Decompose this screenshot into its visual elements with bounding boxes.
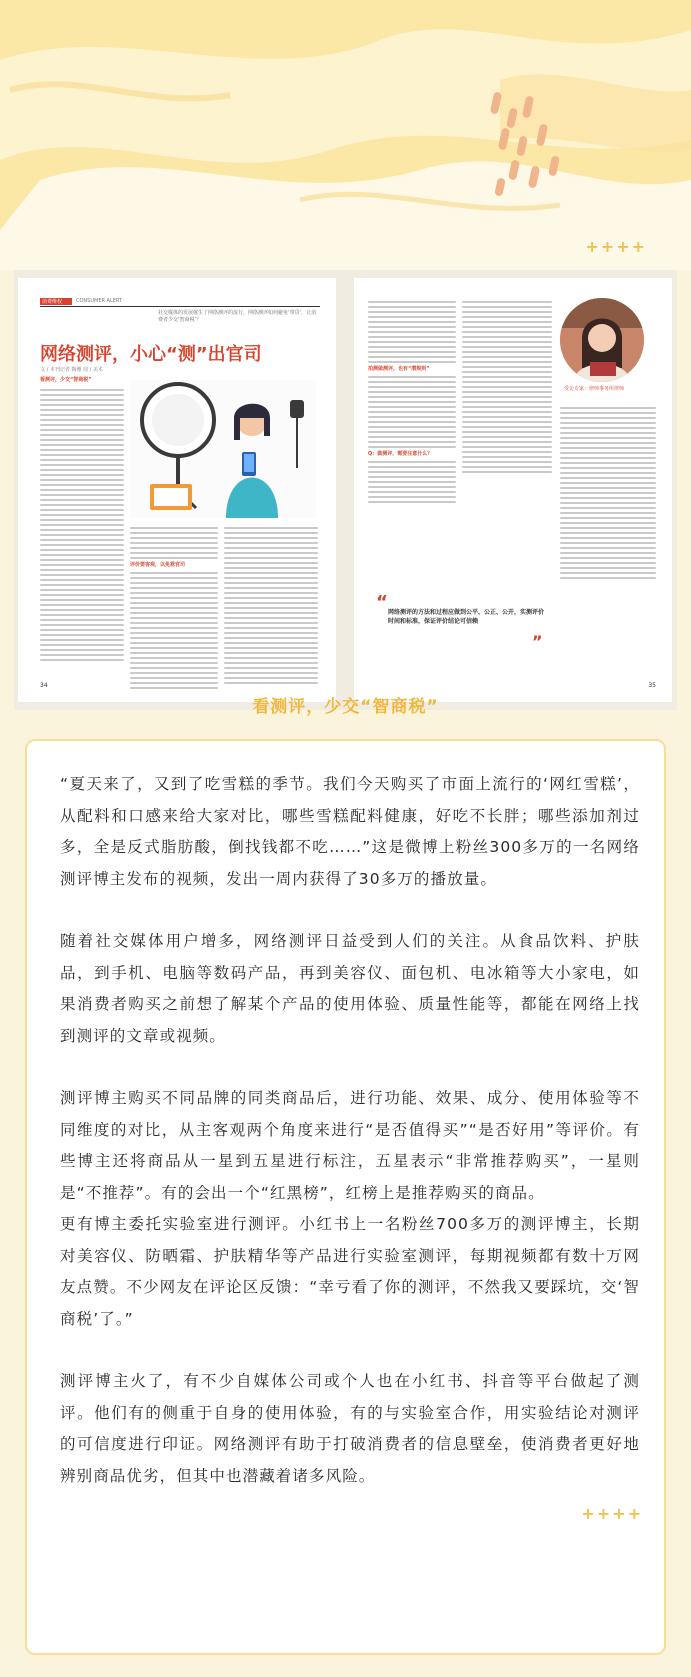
header-banner [0,0,691,270]
left-subhead: 评价要客观，以免惹官司 [130,562,186,568]
plus-decoration-top: ++++ [585,237,647,256]
column-tag-label: 消费维权 [42,299,63,305]
paragraph-1: “夏天来了，又到了吃雪糕的季节。我们今天购买了市面上流行的‘网红雪糕’，从配料和口感来给大家对比，哪些雪糕配料健康，好吃不长胖；哪些添加剂过多，全是反式脂肪酸，倒找钱都不吃……”这是微博上粉丝300多万的一名网络测评博主发布的视频，发出一周内获得了30多万的播放量。 [60,775,640,888]
text-column-1 [40,386,124,664]
portrait-photo [560,298,644,382]
quote-open-mark: “ [376,592,388,613]
page-number-left: 34 [40,682,48,689]
text-column-3 [224,524,318,687]
quote-close-mark: ” [532,632,543,651]
header-rule [40,306,320,307]
pull-quote-text: 网络测评的方法和过程应做到公平、公正、公开，实测评价时间和标准，保证评价结论可信赖 [388,609,545,625]
phone-review-illustration [130,380,316,518]
portrait-caption: 受访专家：律师事务所律师 [564,386,625,392]
article-title: 网络测评，小心“测”出官司 [40,344,262,365]
section-title: 看测评，少交“智商税” [252,697,439,717]
paragraph-2: 随着社交媒体用户增多，网络测评日益受到人们的关注。从食品饮料、护肤品，到手机、电脑等数码产品，再到美容仪、面包机、电冰箱等大小家电，如果消费者购买之前想了解某个产品的使用体验、质量性能等，都能在网络上找到测评的文章或视频。 [60,932,640,1045]
right-text-column-1 [368,298,456,506]
brush-stroke-decoration [0,0,691,270]
magazine-spread [14,270,677,710]
paragraph-4: 更有博主委托实验室进行测评。小红书上一名粉丝700多万的测评博主，长期对美容仪、防晒霜、护肤精华等产品进行实验室测评，每期视频都有数十万网友点赞。不少网友在评论区反馈：“幸亏看了你的测评，不然我又要踩坑，交‘智商税’了。” [60,1215,640,1328]
paragraph-3: 测评博主购买不同品牌的同类商品后，进行功能、效果、成分、使用体验等不同维度的对比，从主客观两个角度来进行“是否值得买”“是否好用”等评价。有些博主还将商品从一星到五星进行标注，五星表示“非常推荐购买”，一星则是“不推荐”。有的会出一个“红黑榜”，红榜上是推荐购买的商品。 [60,1089,640,1202]
article-intro: 社交媒体的发展催生了网络测评的流行，网络测评如何避免‘带货’，让消费者少交‘智商税’？ [158,310,317,323]
lead-subhead: 看测评，少交“智商税” [40,377,92,383]
article-byline: 文 / 本刊记者 陶雅 周 / 美术 [40,367,103,373]
article-body-card [25,739,666,1655]
magazine-right-page [354,278,672,702]
text-column-2 [130,524,218,692]
right-subhead-1: 拍测做测评，也有“潜规则” [368,366,430,372]
bottom-band [0,1660,691,1677]
right-subhead-2: Q：做测评，需要注意什么？ [368,451,433,457]
right-text-column-2 [462,298,552,476]
paragraph-5: 测评博主火了，有不少自媒体公司或个人也在小红书、抖音等平台做起了测评。他们有的侧重于自身的使用体验，有的与实验室合作，用实验结论对测评的可信度进行印证。网络测评有助于打破消费者的信息壁垒，使消费者更好地辨别商品优劣，但其中也潜藏着诸多风险。 [60,1372,640,1485]
pull-quote [368,592,554,650]
expert-portrait [560,298,644,382]
magazine-left-page [18,278,336,702]
plus-decoration-bottom: ++++ [581,1504,643,1523]
right-text-column-3 [560,404,656,582]
page-number-right: 35 [648,682,656,689]
column-tag-en: CONSUMER ALERT [76,298,123,304]
